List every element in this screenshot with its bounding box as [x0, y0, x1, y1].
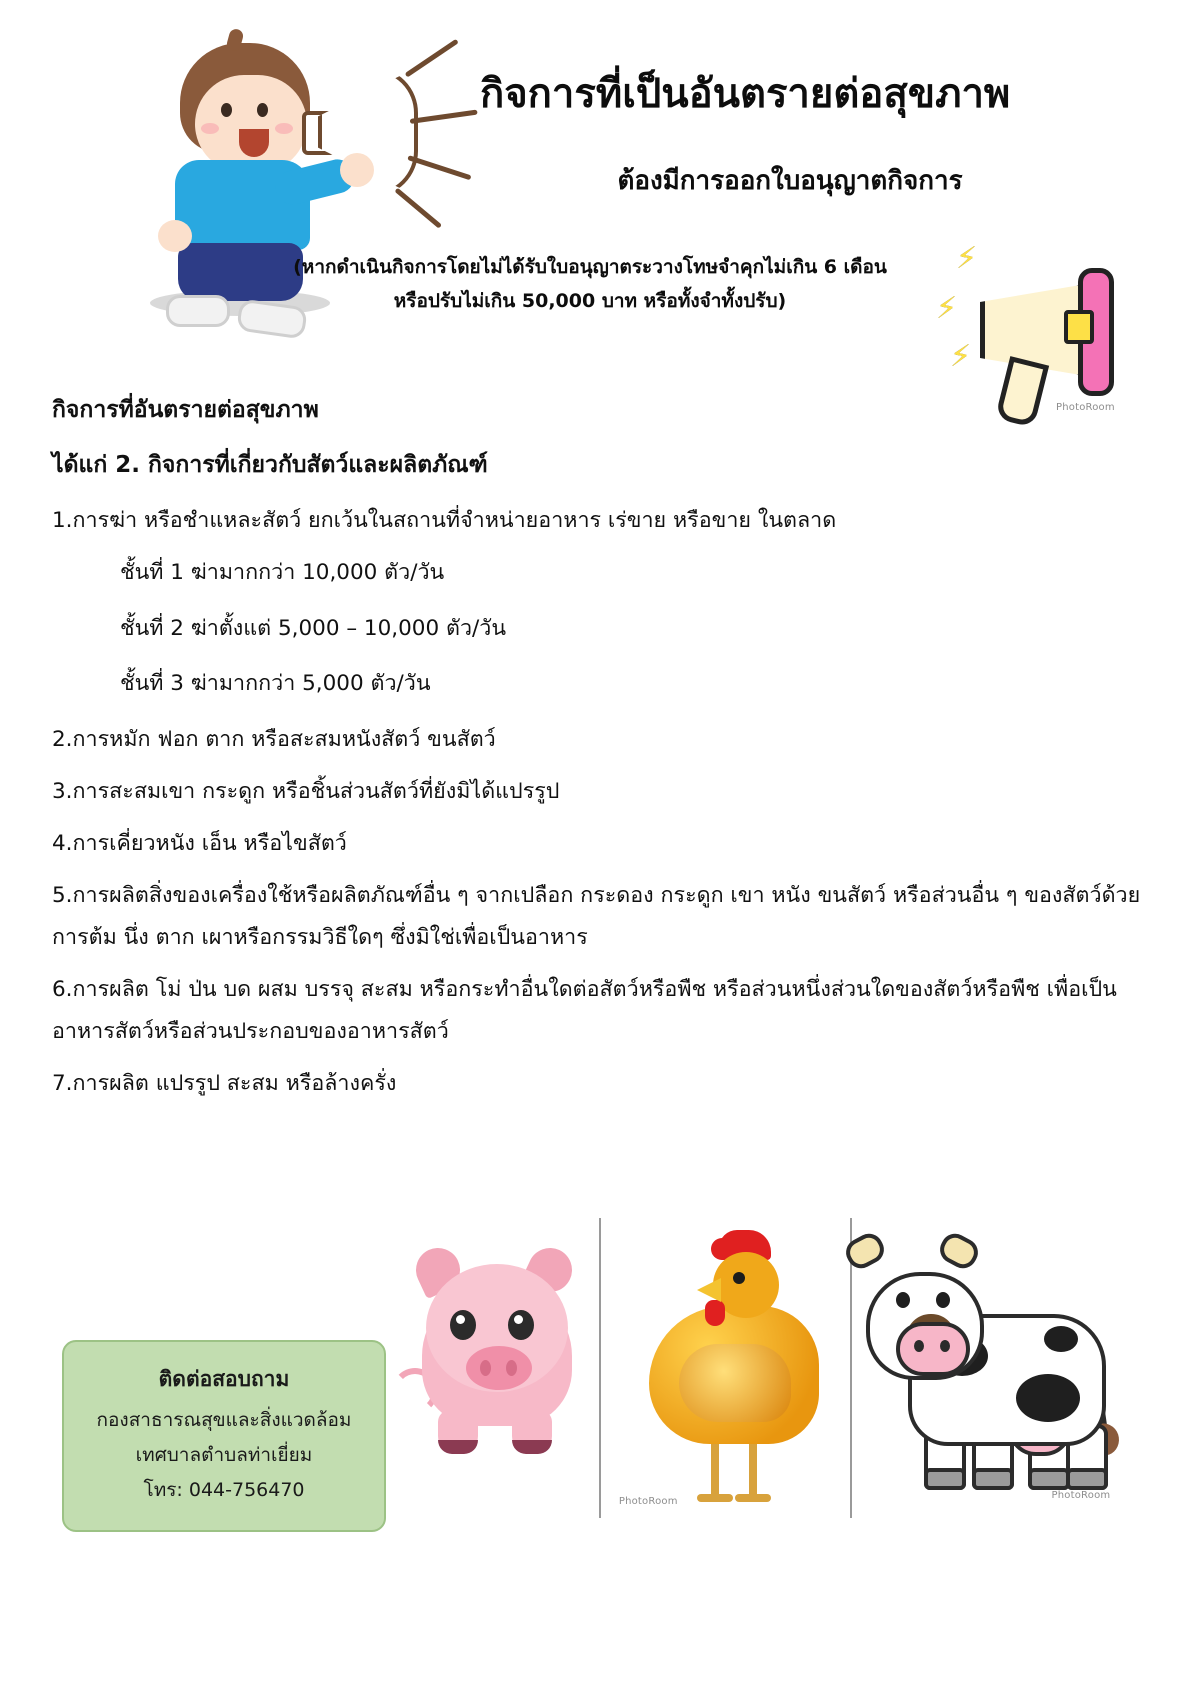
boy-face [195, 75, 307, 173]
pink-megaphone-illustration: ⚡ ⚡ ⚡ PhotoRoom [960, 250, 1160, 430]
list-item: ชั้นที่ 3 ฆ่ามากกว่า 5,000 ตัว/วัน [120, 671, 431, 697]
list-item: 3.การสะสมเขา กระดูก หรือชิ้นส่วนสัตว์ที่ยังมิได้แปรรูป [52, 779, 560, 805]
pig-hoof [438, 1440, 478, 1454]
cow-head [866, 1272, 984, 1380]
penalty-note-line1: (หากดำเนินกิจการโดยไม่ได้รับใบอนุญาตระวางโทษจำคุกไม่เกิน 6 เดือน [293, 256, 887, 278]
list-item: ชั้นที่ 2 ฆ่าตั้งแต่ 5,000 – 10,000 ตัว/วัน [120, 615, 507, 641]
pig-hoof [512, 1440, 552, 1454]
list-item: ชั้นที่ 1 ฆ่ามากกว่า 10,000 ตัว/วัน [120, 559, 445, 585]
pig-eye-right [508, 1310, 534, 1340]
pig-eye-left [450, 1310, 476, 1340]
watermark-label: PhotoRoom [618, 1496, 678, 1507]
list-item: 2.การหมัก ฟอก ตาก หรือสะสมหนังสัตว์ ขนสัตว์ [52, 727, 496, 753]
cow-spot [1044, 1326, 1078, 1352]
cow-spot [1016, 1374, 1080, 1422]
chicken-eye [733, 1272, 745, 1284]
list-item: 1.การฆ่า หรือชำแหละสัตว์ ยกเว้นในสถานที่จำหน่ายอาหาร เร่ขาย หรือขาย ในตลาด [52, 507, 837, 533]
watermark-label: PhotoRoom [1051, 1490, 1111, 1501]
cow-hoof [924, 1468, 966, 1490]
pink-megaphone-button [1064, 310, 1094, 344]
pig-leg-right [512, 1410, 552, 1454]
sound-ray-icon [405, 39, 459, 78]
cow-horn-right [935, 1229, 983, 1273]
list-item: 7.การผลิต แปรรูป สะสม หรือล้างครั่ง [52, 1070, 397, 1096]
cow-muzzle [896, 1322, 970, 1376]
cow-eye-right [936, 1292, 950, 1308]
document-body [52, 388, 1142, 1115]
list-item: 6.การผลิต โม่ ป่น บด ผสม บรรจุ สะสม หรือกระทำอื่นใดต่อสัตว์หรือพืช หรือส่วนหนึ่งส่วนใดของสัตว์หรือพืช เพื่อเป็นอาหารสัตว์หรือส่วนประกอบของอาหารสัตว์ [52, 976, 1117, 1044]
chicken-foot [697, 1494, 733, 1502]
chicken-wing [679, 1344, 791, 1422]
boy-eye-left [221, 103, 232, 117]
pig-snout [466, 1346, 532, 1390]
boy-mouth [239, 129, 269, 157]
section-heading-2: ได้แก่ 2. กิจการที่เกี่ยวกับสัตว์และผลิตภัณฑ์ [52, 451, 488, 478]
pig-leg-left [438, 1410, 478, 1454]
sound-ray-icon [394, 188, 442, 229]
pig-illustration [380, 1218, 599, 1518]
chicken-beak [697, 1278, 721, 1302]
chicken-illustration [599, 1218, 852, 1518]
chicken-foot [735, 1494, 771, 1502]
chicken-leg-left [711, 1436, 719, 1498]
contact-phone: โทร: 044-756470 [143, 1479, 305, 1502]
list-item: 4.การเคี่ยวหนัง เอ็น หรือไขสัตว์ [52, 831, 347, 857]
list-item: 5.การผลิตสิ่งของเครื่องใช้หรือผลิตภัณฑ์อื่น ๆ จากเปลือก กระดอง กระดูก เขา หนัง ขนสัตว์ หรือส่วนอื่น ๆ ของสัตว์ด้วยการต้ม นึ่ง ตาก เผาหรือกรรมวิธีใดๆ ซึ่งมิใช่เพื่อเป็นอาหาร [52, 883, 1141, 951]
page-title: กิจการที่เป็นอันตรายต่อสุขภาพ [480, 71, 1011, 117]
boy-shoe-left [166, 295, 230, 327]
cow-eye-left [896, 1292, 910, 1308]
penalty-note-line2: หรือปรับไม่เกิน 50,000 บาท หรือทั้งจำทั้งปรับ) [393, 290, 787, 313]
contact-box [62, 1340, 386, 1532]
watermark-label: PhotoRoom [1056, 402, 1115, 413]
chicken-leg-right [749, 1436, 757, 1498]
section-heading-1: กิจการที่อันตรายต่อสุขภาพ [52, 397, 319, 423]
sound-ray-icon [407, 155, 471, 180]
cow-hoof [972, 1468, 1014, 1490]
boy-hand-lower [158, 220, 192, 252]
contact-title: ติดต่อสอบถาม [158, 1367, 290, 1391]
boy-blush-left [201, 123, 219, 134]
cow-hoof [1028, 1468, 1070, 1490]
sound-ray-icon [410, 110, 478, 124]
boy-eye-right [257, 103, 268, 117]
penalty-note [270, 250, 910, 318]
chicken-wattle [705, 1300, 725, 1326]
contact-office: เทศบาลตำบลท่าเยี่ยม [135, 1443, 313, 1466]
cow-illustration [852, 1218, 1140, 1518]
boy-hand-upper [340, 153, 374, 187]
page-subtitle: ต้องมีการออกใบอนุญาตกิจการ [617, 166, 963, 196]
cow-hoof [1066, 1468, 1108, 1490]
animal-image-strip [380, 1218, 1140, 1518]
contact-department: กองสาธารณสุขและสิ่งแวดล้อม [96, 1408, 352, 1431]
boy-blush-right [275, 123, 293, 134]
